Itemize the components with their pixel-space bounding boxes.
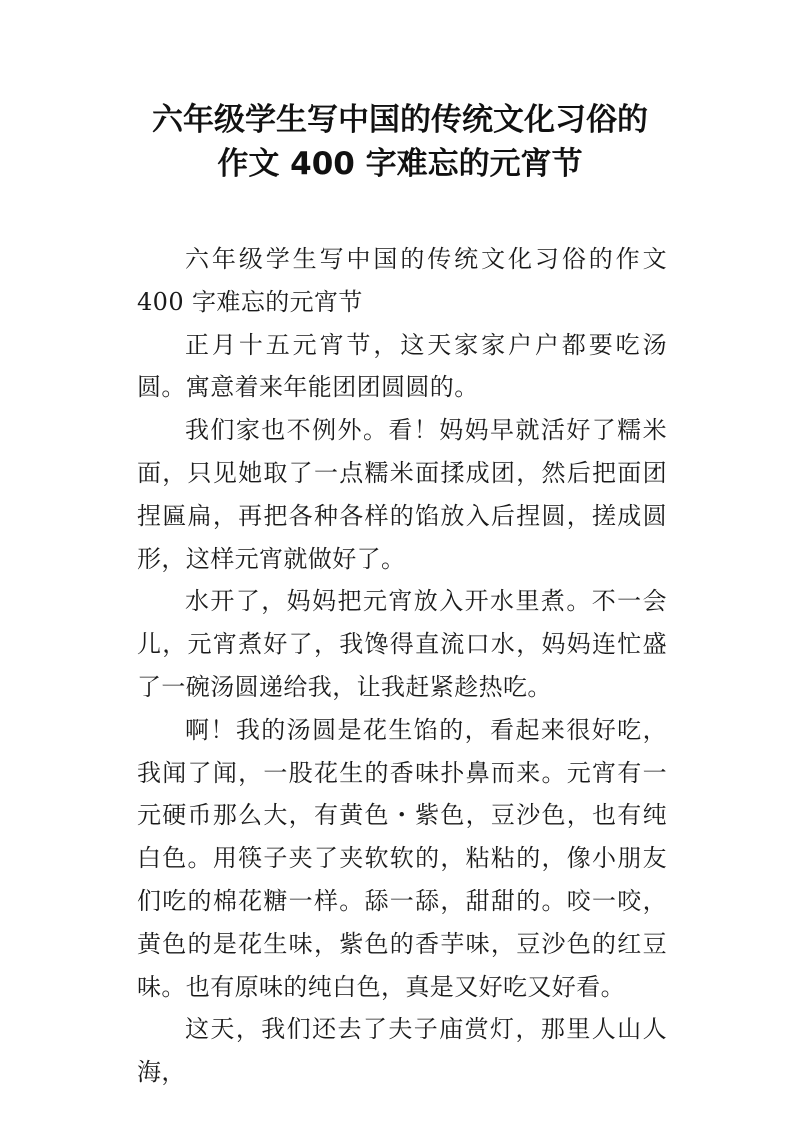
paragraph: 这天，我们还去了夫子庙赏灯，那里人山人海， (137, 1015, 667, 1087)
document-title (100, 98, 700, 186)
paragraph: 水开了，妈妈把元宵放入开水里煮。不一会儿，元宵煮好了，我馋得直流口水，妈妈连忙盛了一碗汤圆递给我，让我赶紧趁热吃。 (137, 587, 667, 701)
paragraph: 正月十五元宵节，这天家家户户都要吃汤圆。寓意着来年能团团圆圆的。 (137, 330, 667, 402)
title-line-2: 作文 400 字难忘的元宵节 (217, 146, 583, 182)
title-line-1: 六年级学生写中国的传统文化习俗的 (152, 102, 648, 138)
document-body (137, 238, 667, 1094)
paragraph-heading: 六年级学生写中国的传统文化习俗的作文 400 字难忘的元宵节 (137, 245, 667, 316)
paragraph: 啊！我的汤圆是花生馅的，看起来很好吃，我闻了闻，一股花生的香味扑鼻而来。元宵有一元硬币那么大，有黄色・紫色，豆沙色，也有纯白色。用筷子夹了夹软软的，粘粘的，像小朋友们吃的棉花糖一样。舔一舔，甜甜的。咬一咬，黄色的是花生味，紫色的香芋味，豆沙色的红豆味。也有原味的纯白色，真是又好吃又好看。 (137, 715, 667, 1001)
paragraph: 我们家也不例外。看！妈妈早就活好了糯米面，只见她取了一点糯米面揉成团，然后把面团捏匾扁，再把各种各样的馅放入后捏圆，搓成圆形，这样元宵就做好了。 (137, 416, 667, 573)
